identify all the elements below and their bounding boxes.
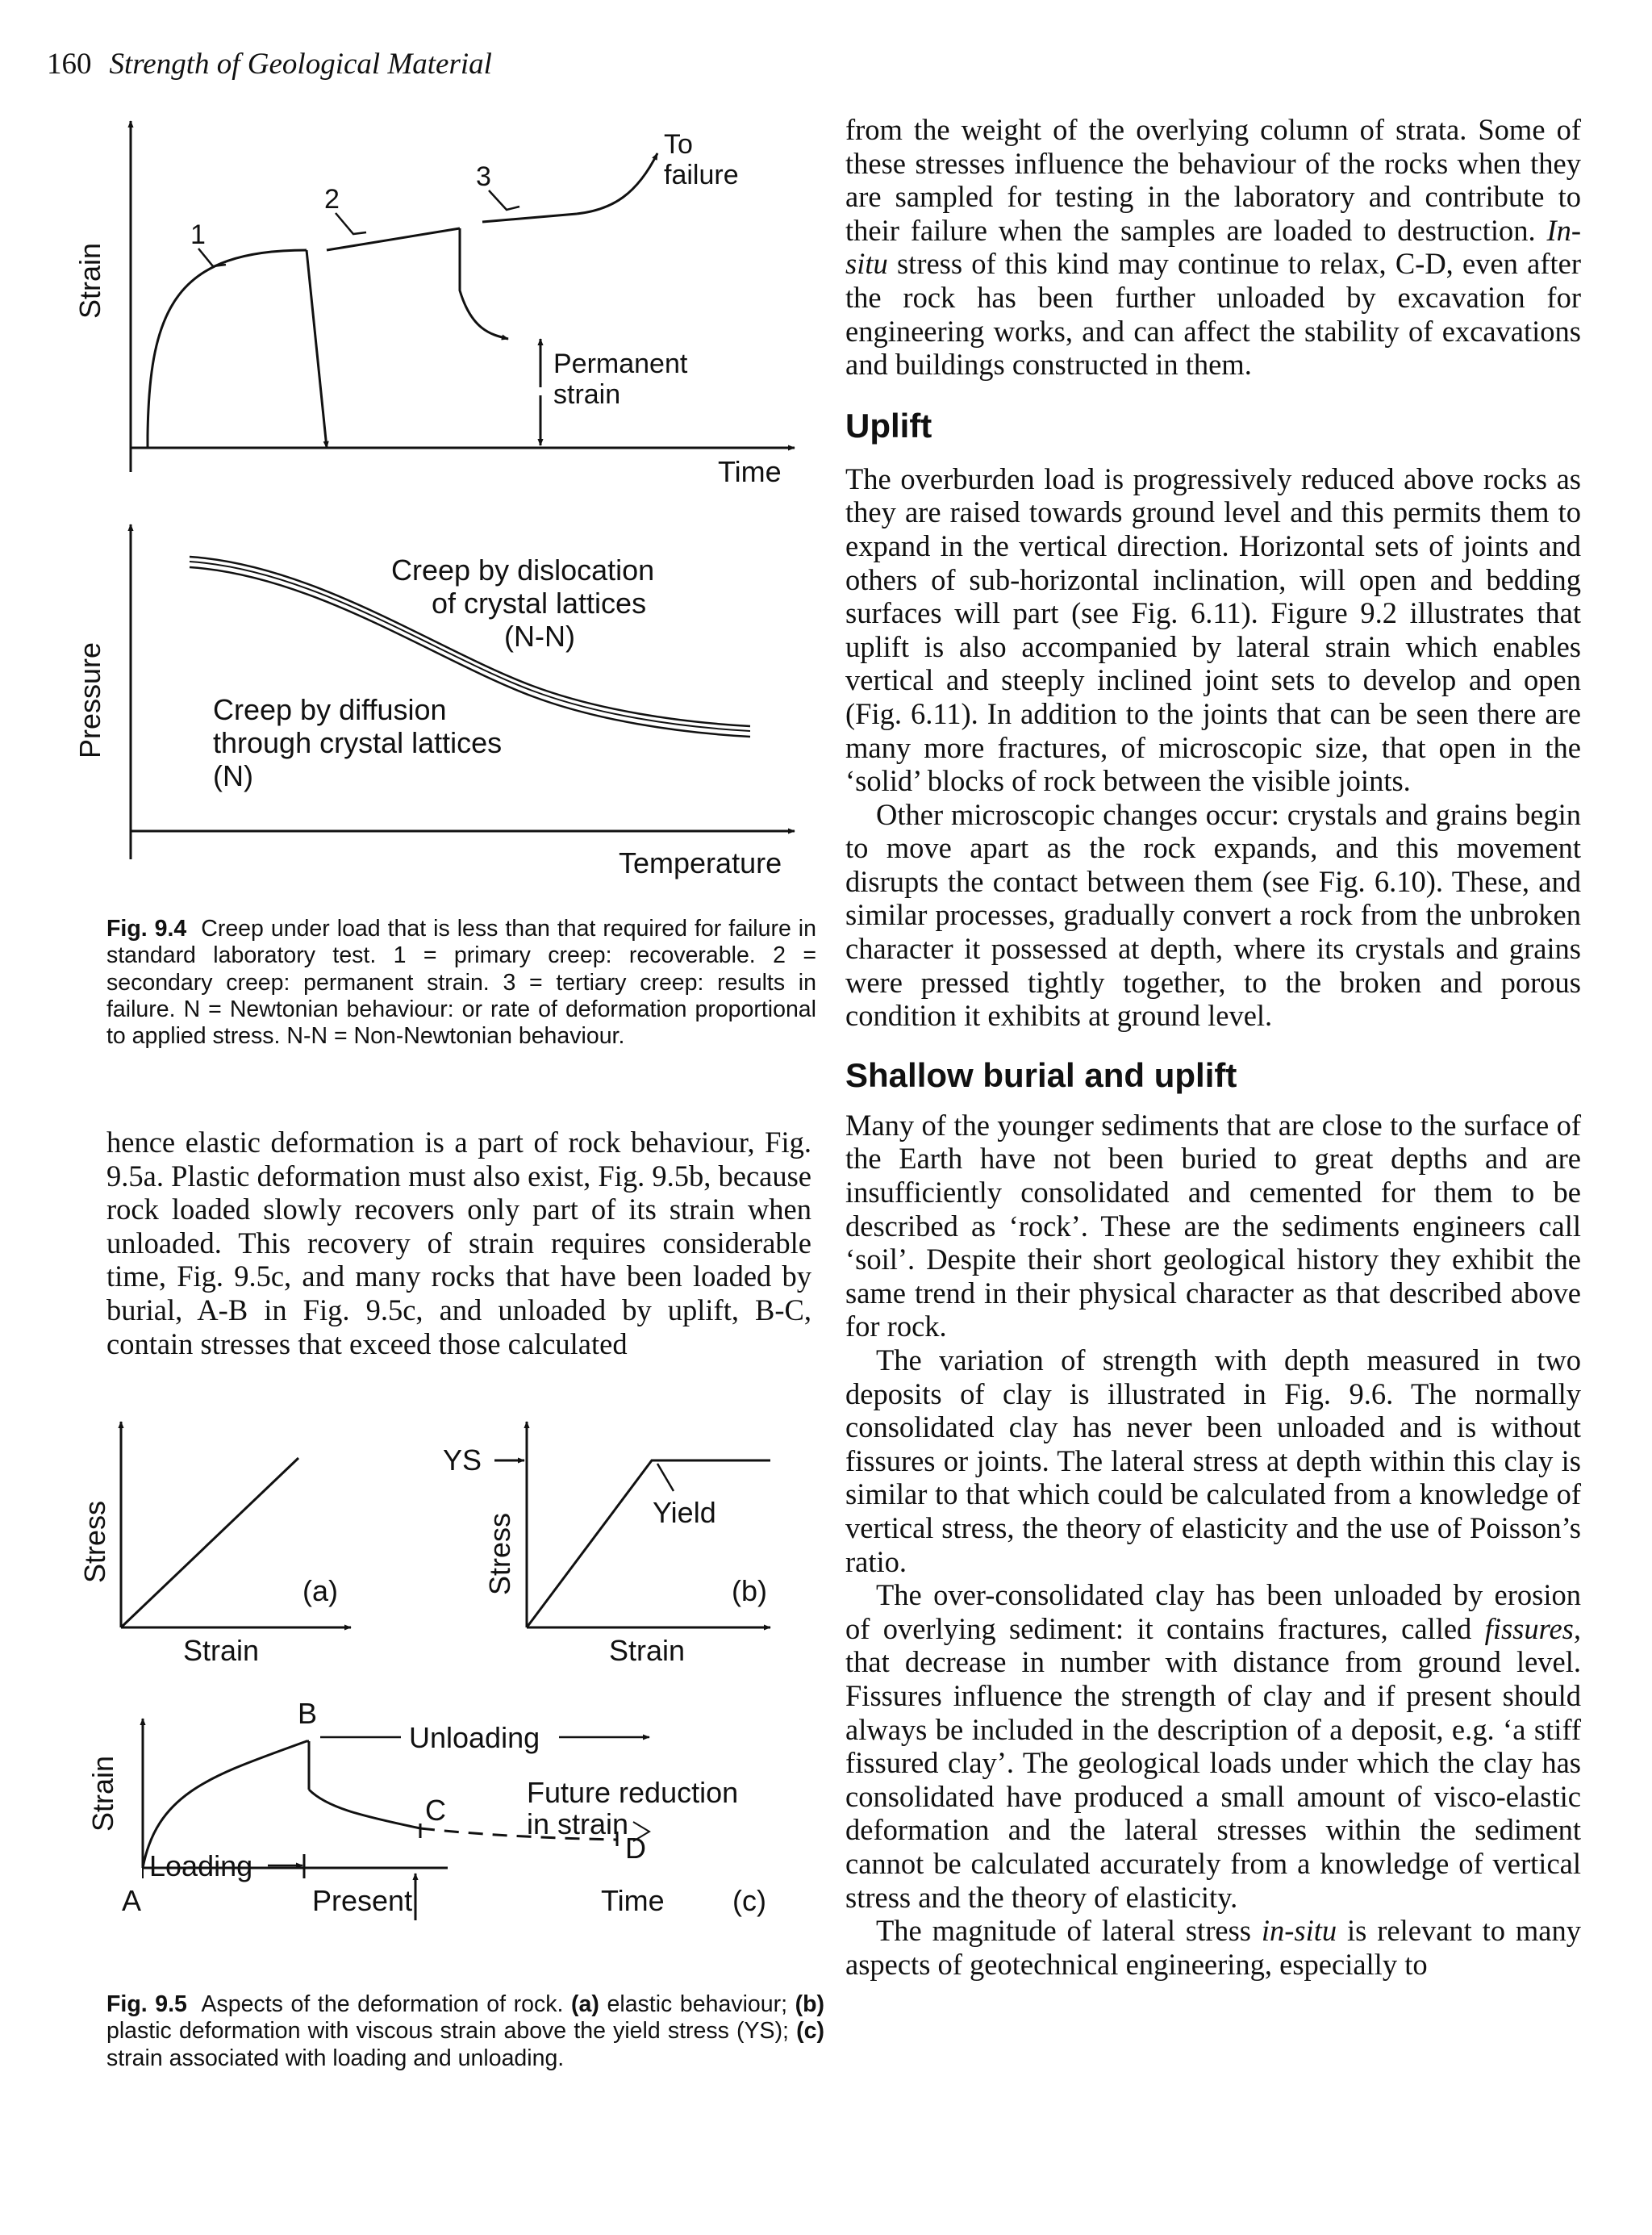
fig-9-5c-loading-unloading xyxy=(69,1686,795,1969)
point-c: C xyxy=(425,1794,446,1827)
y-axis-label: Stress xyxy=(483,1512,516,1595)
y-axis-label: Stress xyxy=(78,1500,111,1583)
recovery-curve xyxy=(460,228,508,339)
y-axis-label: Strain xyxy=(73,242,106,319)
y-axis-label: Pressure xyxy=(73,641,106,758)
point-b: B xyxy=(298,1697,318,1730)
yield-leader xyxy=(657,1464,674,1491)
future-label-1: Future reduction xyxy=(527,1776,739,1809)
paragraph-continued: from the weight of the overlying column of strata. Some of these stresses influence the behaviour of the rocks when they are sampled for testing in the laboratory and contribute to their failure when the samples are loaded to destruction. In-situ stress of this kind may continue to relax, C-D, even after the rock has been further unloaded by excavation for engineering works, and can affect the stability of excavations and buildings constructed in them. xyxy=(845,113,1582,382)
primary-creep-curve xyxy=(148,250,307,448)
paragraph: The over-consolidated clay has been unloaded by erosion of overlying sediment: it contains fractures, called fissures, that decrease in number with distance from ground level. Fissures influence the strength of clay and if present should always be included in the description of a deposit, e.g. ‘a stiff fissured clay’. The geological loads under which the clay has consolidated have produced a small amount of visco-elastic deformation and the lateral stresses within the sediment cannot be calculated accurately from a knowledge of vertical stress and the theory of elasticity. xyxy=(845,1578,1581,1914)
fig-9-4-pressure-temperature xyxy=(73,520,807,888)
n-label-3: (N) xyxy=(213,759,253,792)
elastic-recovery xyxy=(307,250,327,448)
label-2: 2 xyxy=(324,184,340,215)
paragraph: hence elastic deformation is a part of rock behaviour, Fig. 9.5a. Plastic deformation must also exist, Fig. 9.5b, because rock loaded slowly recovers only part of its strain when unloaded. This recovery of strain requires considerable time, Fig. 9.5c, and many rocks that have been loaded by burial, A-B in Fig. 9.5c, and unloaded by uplift, B-C, contain stresses that exceed those calculated xyxy=(106,1126,811,1360)
running-title: Strength of Geological Material xyxy=(109,48,492,81)
present-label: Present xyxy=(312,1884,413,1917)
point-d: D xyxy=(625,1832,646,1865)
paragraph: The overburden load is progressively reduced above rocks as they are raised towards ground level and this permits them to expand in the vertical direction. Horizontal sets of joints and others of sub-horizontal inclination, will open and bedding surfaces will part (see Fig. 6.11). Figure 9.2 illustrates that uplift is also accompanied by lateral strain which enables vertical and steeply inclined joint sets to develop and open (Fig. 6.11). In addition to the joints that can be seen there are many more fractures, of microscopic size, that open in the ‘solid’ blocks of rock between the visible joints. xyxy=(845,462,1581,798)
unloading-label: Unloading xyxy=(409,1721,540,1754)
tag-a: (a) xyxy=(302,1574,338,1607)
nn-label-3: (N-N) xyxy=(504,620,575,653)
future-label-2: in strain xyxy=(527,1807,629,1840)
x-axis-label: Temperature xyxy=(619,846,782,879)
ys-label: YS xyxy=(443,1443,482,1477)
n-label-1: Creep by diffusion xyxy=(213,693,447,726)
tag-c: (c) xyxy=(732,1884,766,1917)
running-head xyxy=(47,47,492,81)
n-label-2: through crystal lattices xyxy=(213,726,503,759)
failure-curve xyxy=(577,153,657,214)
x-axis-label: Strain xyxy=(609,1634,686,1667)
fig-9-5b-plastic xyxy=(423,1414,803,1680)
nn-label-2: of crystal lattices xyxy=(432,587,647,620)
left-body-text xyxy=(106,1126,811,1360)
caption-label: Fig. 9.5 xyxy=(106,1991,187,2017)
right-column xyxy=(845,113,1581,1981)
caption-label: Fig. 9.4 xyxy=(106,916,187,942)
fig-9-5-caption xyxy=(106,1991,824,2072)
caption-c: strain associated with loading and unloading. xyxy=(106,2045,565,2071)
loading-label: Loading xyxy=(149,1849,253,1882)
elastic-line xyxy=(121,1458,298,1627)
to-label: To xyxy=(664,129,693,160)
caption-tag-c: (c) xyxy=(796,2018,824,2045)
paragraph: Other microscopic changes occur: crystals and grains begin to move apart as the rock expands, and this movement disrupts the contact between them (see Fig. 6.10). These, and similar processes, gradually convert a rock from the unbroken character it possessed at depth, where its crystals and grains were pressed tightly together, to the broken and porous condition it exhibits at ground level. xyxy=(845,797,1581,1033)
caption-b: plastic deformation with viscous strain above the yield stress (YS); xyxy=(106,2018,789,2045)
fig-9-5a-elastic xyxy=(69,1414,423,1680)
x-axis-label: Strain xyxy=(183,1634,260,1667)
paragraph: The variation of strength with depth measured in two deposits of clay is illustrated in Fig. 9.6. The normally consolidated clay has never been unloaded and is without fissures or joints. The lateral stress at depth within this clay is similar to that which could be calculated from a knowledge of vertical stress, the theory of elasticity and the use of Poisson’s ratio. xyxy=(845,1343,1581,1578)
page-number: 160 xyxy=(47,48,92,81)
x-axis-label: Time xyxy=(718,455,782,488)
paragraph: Many of the younger sediments that are close to the surface of the Earth have not been buried to great depths and are insufficiently consolidated and cemented for them to be described as ‘rock’. These are the sediments engineers call ‘soil’. Despite their short geological history they exhibit the same trend in their physical character as that described above for rock. xyxy=(845,1108,1581,1343)
tag-b: (b) xyxy=(732,1574,767,1607)
caption-a: elastic behaviour; xyxy=(607,1991,788,2017)
recovery-curve xyxy=(309,1790,420,1828)
fig-9-4-caption xyxy=(106,916,816,1050)
caption-lead: Aspects of the deformation of rock. xyxy=(201,1991,564,2017)
section-heading-uplift: Uplift xyxy=(845,406,932,445)
strain-label: strain xyxy=(553,379,621,410)
section-heading-shallow-burial: Shallow burial and uplift xyxy=(845,1055,1237,1094)
y-axis-label: Strain xyxy=(86,1755,119,1832)
fig-9-4-strain-time xyxy=(73,105,807,488)
permanent-label: Permanent xyxy=(553,349,688,379)
nn-label-1: Creep by dislocation xyxy=(391,554,655,587)
paragraph: The magnitude of lateral stress in-situ is relevant to many aspects of geotechnical engineering, especially to xyxy=(845,1914,1582,1981)
point-a: A xyxy=(122,1884,142,1917)
label-1: 1 xyxy=(190,219,206,250)
caption-tag-a: (a) xyxy=(571,1991,599,2017)
x-axis-label: Time xyxy=(601,1884,665,1917)
caption-tag-b: (b) xyxy=(795,1991,825,2017)
secondary-creep xyxy=(327,228,460,250)
tertiary-creep xyxy=(482,214,577,222)
caption-text: Creep under load that is less than that required for failure in standard laboratory test. 1 = primary creep: recoverable. 2 = secondary creep: permanent strain. 3 = tertiary creep: results in failure. N = Newtonian behaviour: or rate of deformation proportional to applied stress. N-N = Non-Newtonian behaviour. xyxy=(106,916,816,1050)
yield-label: Yield xyxy=(653,1496,716,1529)
label-3: 3 xyxy=(476,161,491,192)
failure-label: failure xyxy=(664,160,739,190)
